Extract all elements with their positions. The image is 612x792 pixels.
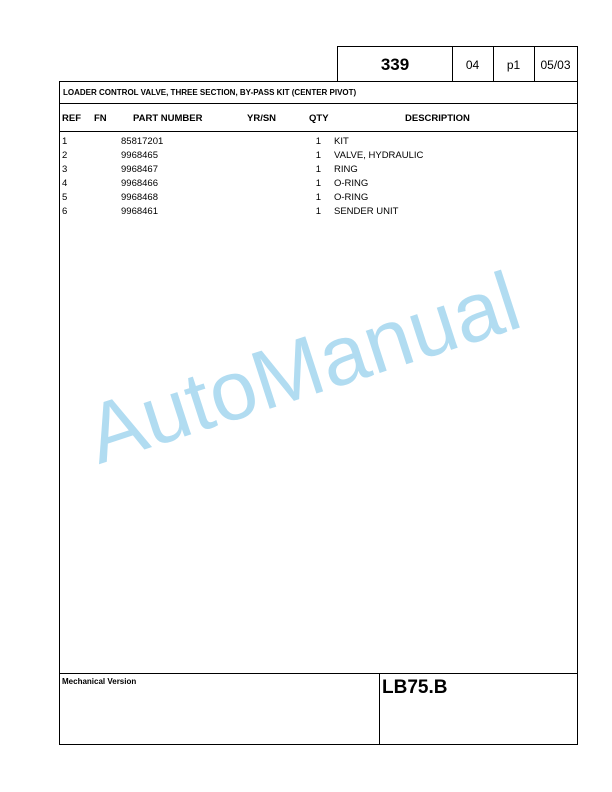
row-description: SENDER UNIT [334, 206, 399, 217]
revision-date: 05/03 [540, 57, 571, 72]
row-qty: 1 [315, 164, 321, 175]
row-description: O-RING [334, 192, 369, 203]
row-qty: 1 [315, 192, 321, 203]
row-qty: 1 [315, 150, 321, 161]
column-header-ref: REF [62, 113, 81, 124]
column-header-description: DESCRIPTION [405, 113, 470, 124]
row-part-number: 9968461 [121, 206, 158, 217]
column-header-yr-sn: YR/SN [247, 113, 277, 124]
section-number: 04 [465, 57, 480, 72]
row-qty: 1 [315, 178, 321, 189]
row-description: RING [334, 164, 358, 175]
row-part-number: 9968465 [121, 150, 158, 161]
date-box [534, 46, 578, 82]
row-part-number: 85817201 [121, 136, 164, 147]
page-indicator: p1 [506, 57, 521, 72]
version-label: Mechanical Version [62, 677, 137, 686]
table-row [59, 164, 578, 178]
row-description: KIT [334, 136, 349, 147]
table-row [59, 136, 578, 150]
page-box [493, 46, 535, 82]
row-ref: 1 [62, 136, 68, 147]
watermark-text: AutoManual [75, 253, 531, 482]
footer-vertical-divider [379, 673, 380, 745]
row-description: VALVE, HYDRAULIC [334, 150, 424, 161]
row-ref: 6 [62, 206, 68, 217]
model-number: LB75.B [382, 677, 448, 698]
page-number-box [337, 46, 453, 82]
column-header-qty: QTY [309, 113, 329, 124]
title-divider [59, 103, 578, 104]
section-box [452, 46, 494, 82]
row-ref: 3 [62, 164, 68, 175]
table-row [59, 192, 578, 206]
row-qty: 1 [315, 136, 321, 147]
page-number: 339 [380, 54, 410, 74]
sheet-title: LOADER CONTROL VALVE, THREE SECTION, BY-PASS KIT (CENTER PIVOT) [63, 88, 357, 97]
row-ref: 5 [62, 192, 68, 203]
row-ref: 2 [62, 150, 68, 161]
table-row [59, 206, 578, 220]
row-qty: 1 [315, 206, 321, 217]
row-part-number: 9968466 [121, 178, 158, 189]
row-part-number: 9968468 [121, 192, 158, 203]
row-ref: 4 [62, 178, 68, 189]
column-header-part-number: PART NUMBER [133, 113, 203, 124]
table-row [59, 178, 578, 192]
column-header-divider [59, 131, 578, 132]
column-header-fn: FN [94, 113, 107, 124]
row-description: O-RING [334, 178, 369, 189]
row-part-number: 9968467 [121, 164, 158, 175]
footer-divider [59, 673, 578, 674]
table-row [59, 150, 578, 164]
